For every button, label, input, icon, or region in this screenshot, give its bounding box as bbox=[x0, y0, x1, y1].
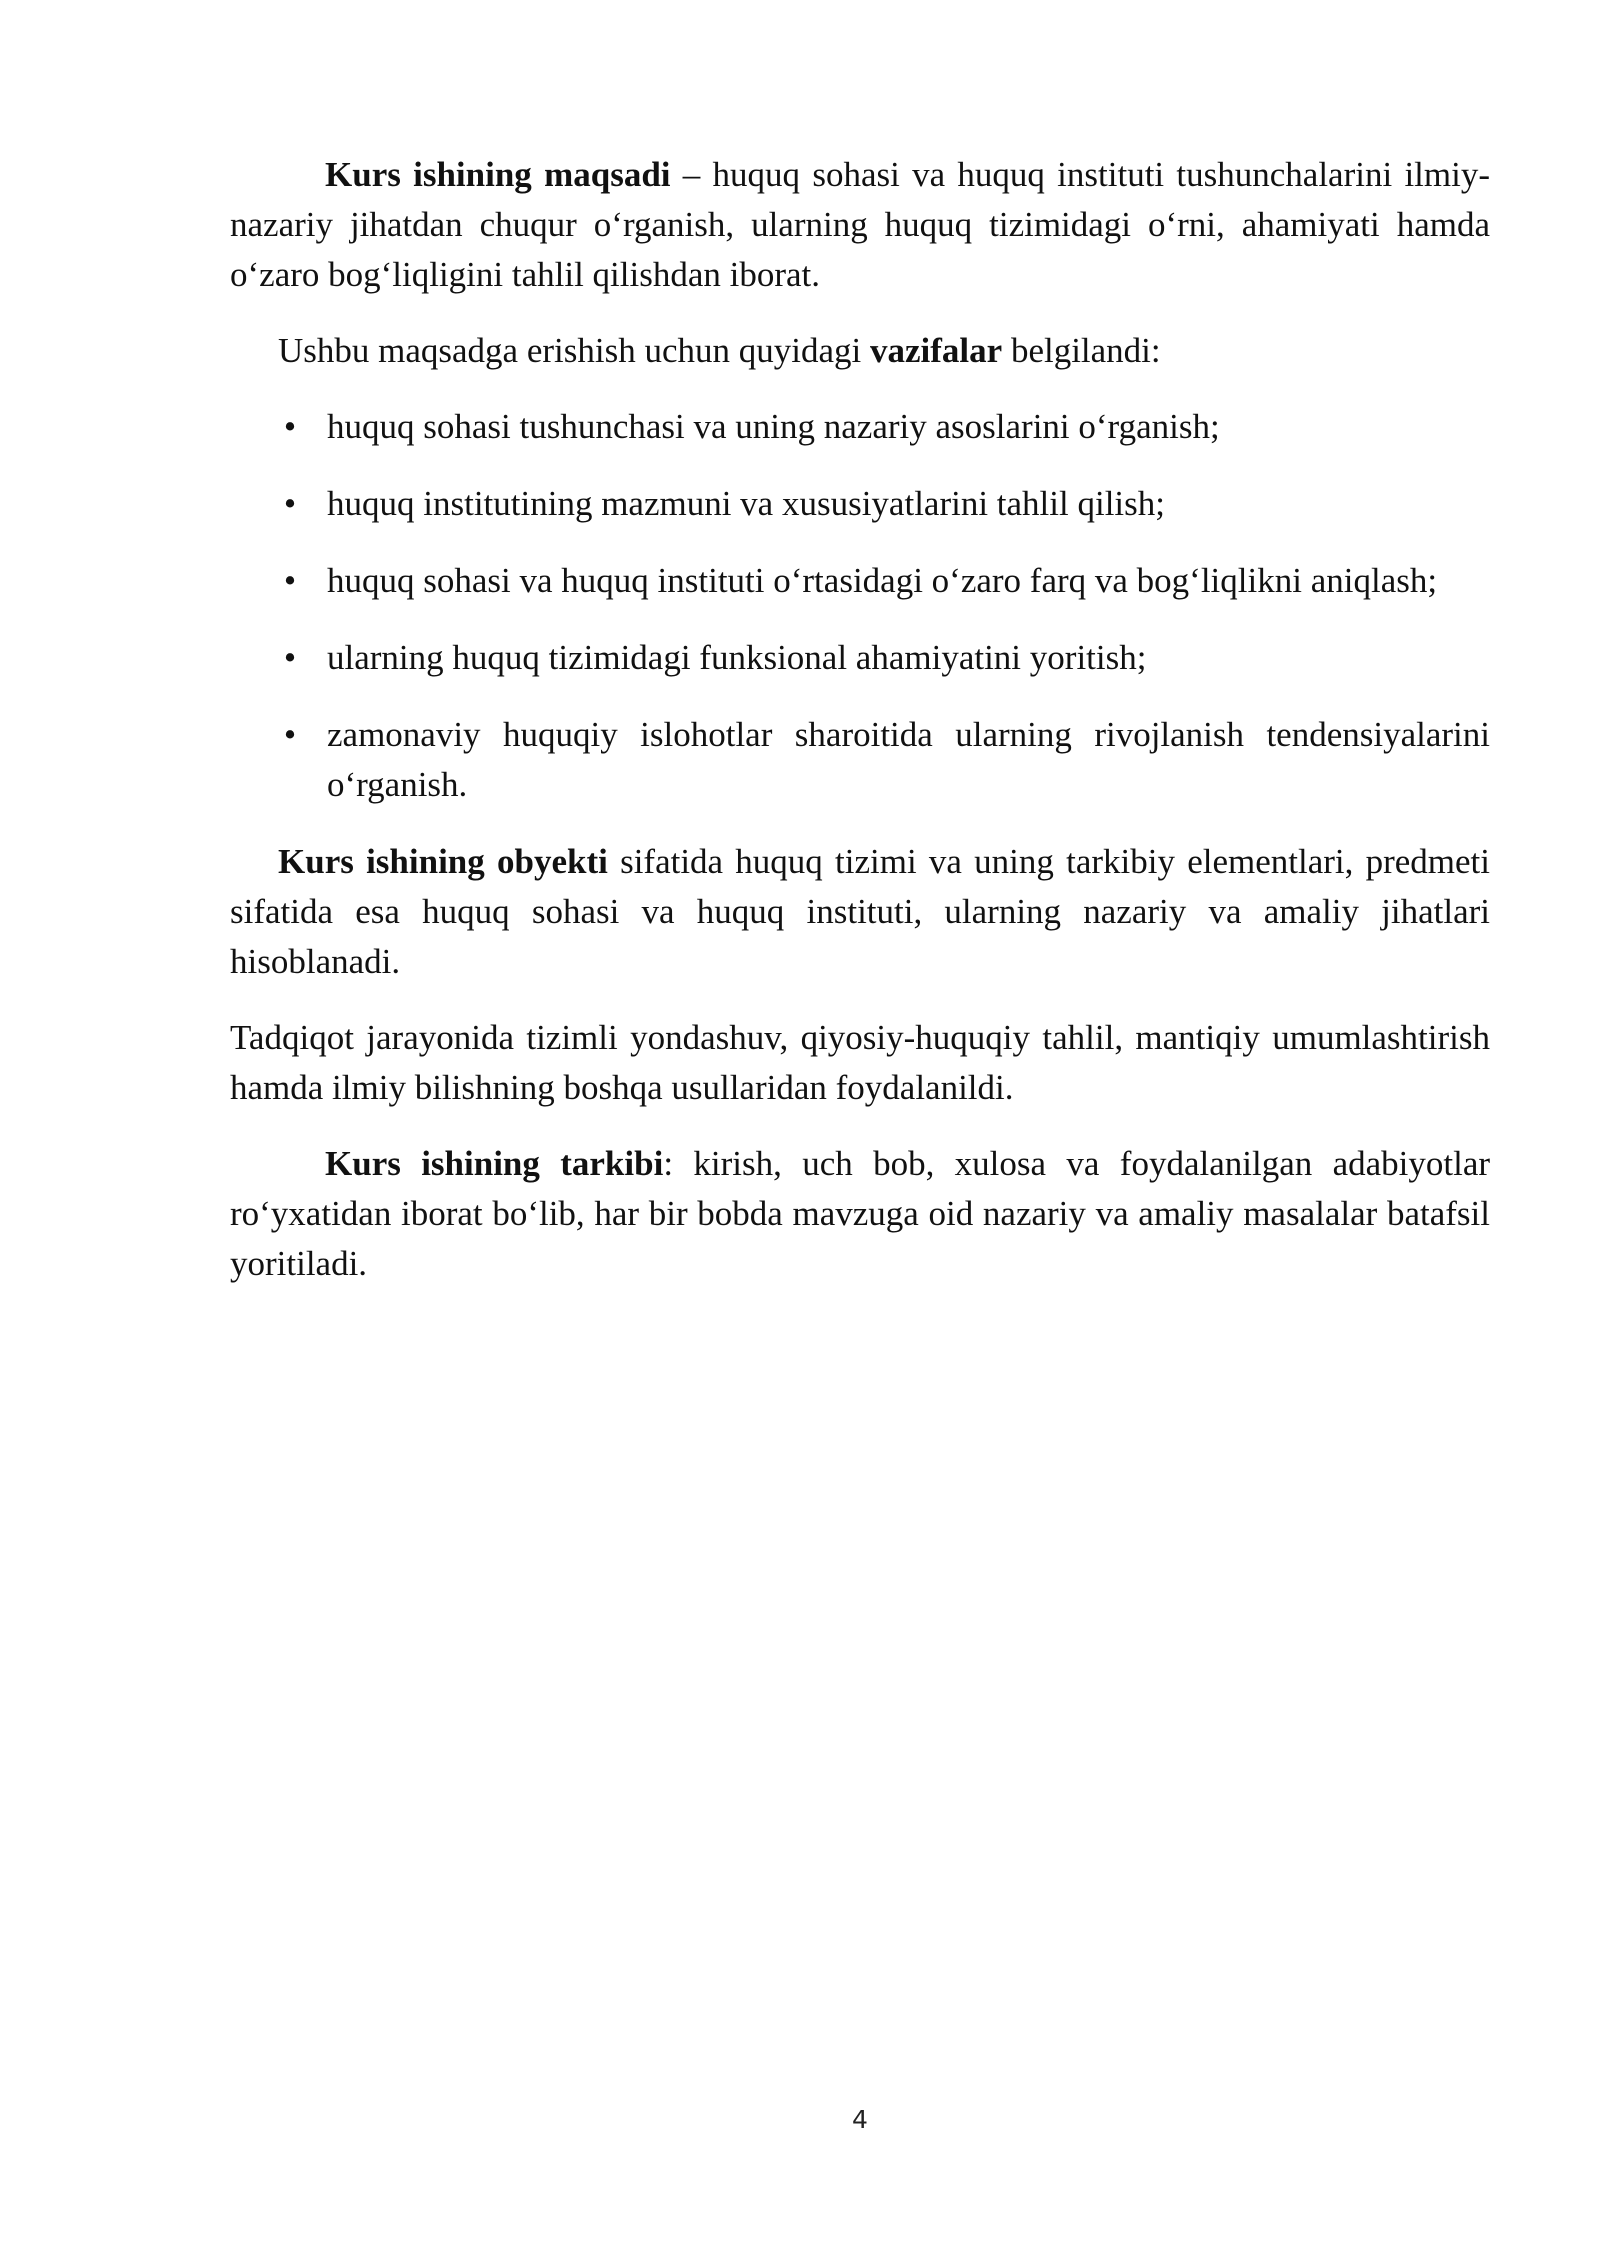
bullet-icon: • bbox=[283, 484, 297, 523]
task-text: ularning huquq tizimidagi funksional ahamiyatini yoritish; bbox=[327, 638, 1147, 677]
list-item bbox=[230, 479, 1490, 529]
task-list bbox=[230, 402, 1490, 810]
task-text: zamonaviy huquqiy islohotlar sharoitida ularning rivojlanish tendensiyalarini o‘rganish. bbox=[327, 715, 1490, 804]
list-item bbox=[230, 710, 1490, 810]
tasks-intro-after: belgilandi: bbox=[1002, 331, 1161, 370]
list-item bbox=[230, 402, 1490, 452]
bullet-icon: • bbox=[283, 561, 297, 600]
bullet-icon: • bbox=[283, 638, 297, 677]
list-item bbox=[230, 556, 1490, 606]
bullet-icon: • bbox=[283, 715, 297, 754]
tasks-intro-paragraph bbox=[230, 326, 1490, 376]
structure-text: : kirish, uch bob, xulosa va foydalanilgan adabiyotlar ro‘yxatidan iborat bo‘lib, har bir bobda mavzuga oid nazariy va amaliy masalalar batafsil yoritiladi. bbox=[230, 1144, 1491, 1283]
task-text: huquq institutining mazmuni va xususiyatlarini tahlil qilish; bbox=[327, 484, 1166, 523]
object-text: sifatida huquq tizimi va uning tarkibiy elementlari, predmeti sifatida esa huquq sohasi va huquq instituti, ularning nazariy va amaliy jihatlari hisoblanadi. bbox=[230, 842, 1490, 981]
object-paragraph bbox=[230, 837, 1490, 987]
bullet-icon: • bbox=[283, 407, 297, 446]
goal-text: – huquq sohasi va huquq instituti tushunchalarini ilmiy-nazariy jihatdan chuqur o‘rganish, ularning huquq tizimidagi o‘rni, ahamiyati hamda o‘zaro bog‘liqligini tahlil qilishdan iborat. bbox=[230, 155, 1491, 294]
tasks-intro-bold: vazifalar bbox=[870, 331, 1003, 370]
tasks-intro-before: Ushbu maqsadga erishish uchun quyidagi bbox=[278, 331, 870, 370]
structure-paragraph bbox=[230, 1139, 1490, 1289]
goal-paragraph bbox=[230, 150, 1490, 300]
task-text: huquq sohasi va huquq instituti o‘rtasidagi o‘zaro farq va bog‘liqlikni aniqlash; bbox=[327, 561, 1438, 600]
page-number: 4 bbox=[852, 2105, 868, 2134]
task-text: huquq sohasi tushunchasi va uning nazariy asoslarini o‘rganish; bbox=[327, 407, 1220, 446]
goal-label: Kurs ishining maqsadi bbox=[325, 155, 671, 194]
methods-paragraph: Tadqiqot jarayonida tizimli yondashuv, qiyosiy-huquqiy tahlil, mantiqiy umumlashtirish hamda ilmiy bilishning boshqa usullaridan foydalanildi. bbox=[230, 1018, 1490, 1107]
list-item bbox=[230, 633, 1490, 683]
object-label: Kurs ishining obyekti bbox=[278, 842, 608, 881]
page-body bbox=[230, 150, 1490, 1315]
structure-label: Kurs ishining tarkibi bbox=[325, 1144, 664, 1183]
